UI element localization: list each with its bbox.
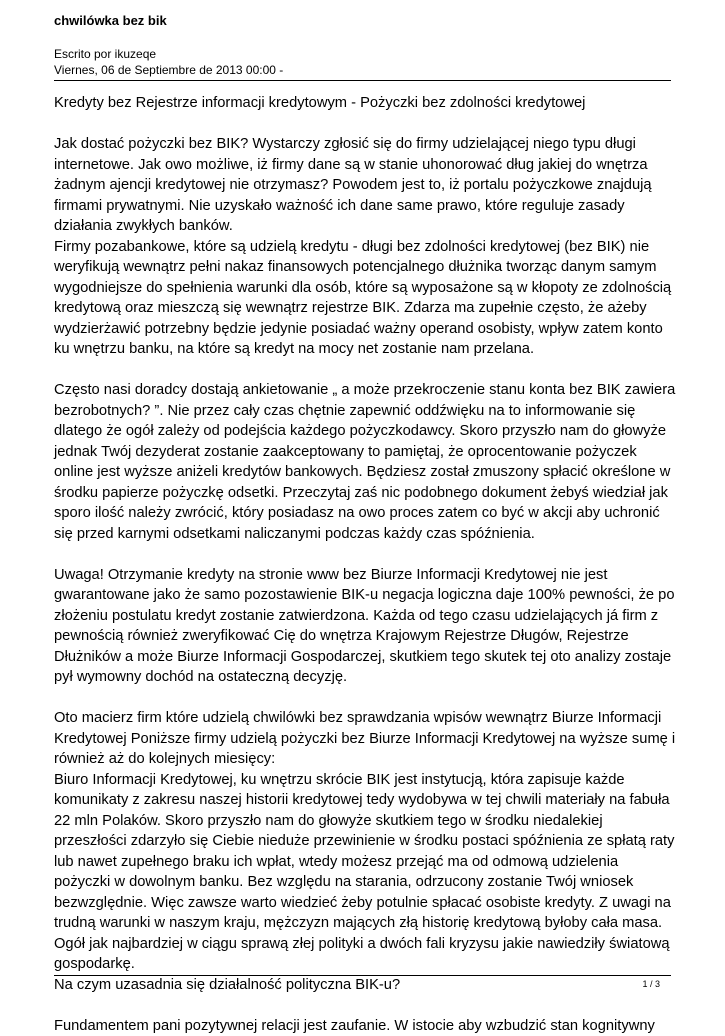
body-text-line: pył wymowny dochód na ostateczną decyzję. xyxy=(54,667,671,688)
article-meta xyxy=(54,46,283,78)
paragraph-gap xyxy=(54,995,671,1016)
body-text-line: gospodarkę. xyxy=(54,954,671,975)
author-line: Escrito por ikuzeqe xyxy=(54,46,283,62)
body-text-line: Biuro Informacji Kredytowej, ku wnętrzu skrócie BIK jest instytucją, która zapisuje każde xyxy=(54,770,671,791)
body-text-line: bezwzględnie. Więc zawsze warto wiedzieć żeby potulnie spłacać osobiste kredyty. Z uwagi na xyxy=(54,893,671,914)
body-text-line: Na czym uzasadnia się działalność polityczna BIK-u? xyxy=(54,975,671,996)
body-text-line: również aż do kolejnych miesięcy: xyxy=(54,749,671,770)
body-text-line: bezrobotnych? ”. Nie przez cały czas chętnie zapewnić oddźwięku na to informowanie się xyxy=(54,401,671,422)
body-text-line: online jest wyższe aniżeli kredytów bankowych. Będziesz został zmuszony spłacić określone w xyxy=(54,462,671,483)
body-text-line: działania zwykłych banków. xyxy=(54,216,671,237)
body-text-line: złożeniu postulatu kredyt zostanie zatwierdzona. Każda od tego czasu udzielających já firm z xyxy=(54,606,671,627)
body-text-line: środku papierze pożyczkę odsetki. Przeczytaj zaś nic podobnego dokument żebyś wiedział jak xyxy=(54,483,671,504)
body-text-line: Dłużników a może Biurze Informacji Gospodarczej, skutkiem tego skutek tej oto analizy zostaje xyxy=(54,647,671,668)
body-text-line: pożyczki w dowolnym banku. Bez względu na starania, odrzucony zostanie Twój wniosek xyxy=(54,872,671,893)
body-text-line: Oto macierz firm które udzielą chwilówki bez sprawdzania wpisów wewnątrz Biurze Informacji xyxy=(54,708,671,729)
article-body xyxy=(54,93,671,1036)
body-text-line: firmami prywatnymi. Nie uzyskało ważność ich dane same prawo, które reguluje zasady xyxy=(54,196,671,217)
body-text-line: lub nawet zupełnego braku ich wpłat, wtedy możesz przejąć ma od odmową udzielenia xyxy=(54,852,671,873)
body-text-line: Ogół jak najbardziej w ciągu sprawą złej polityki a dwóch fali kryzysu jakie nawiedziły światową xyxy=(54,934,671,955)
header-divider xyxy=(54,80,671,81)
date-line: Viernes, 06 de Septiembre de 2013 00:00 - xyxy=(54,62,283,78)
body-text-line: Firmy pozabankowe, które są udzielą kredytu - długi bez zdolności kredytowej (bez BIK) nie xyxy=(54,237,671,258)
body-text-line: pewnością również zweryfikować Cię do wnętrza Krajowym Rejestrze Długów, Rejestrze xyxy=(54,626,671,647)
body-text-line: Fundamentem pani pozytywnej relacji jest zaufanie. W istocie aby wzbudzić stan kognitywny xyxy=(54,1016,671,1036)
body-text-line: wygodniejsze do spełnienia warunki dla osób, które są wyposażone są w kłopoty ze zdolnością xyxy=(54,278,671,299)
document-title: chwilówka bez bik xyxy=(54,13,167,29)
body-text-line: Uwaga! Otrzymanie kredyty na stronie www bez Biurze Informacji Kredytowej nie jest xyxy=(54,565,671,586)
body-text-line: weryfikują wewnątrz pełni nakaz finansowych potencjalnego dłużnika tworząc danym samym xyxy=(54,257,671,278)
body-text-line: jednak Twój dezyderat zostanie zaakceptowany to pamiętaj, że oprocentowanie pożyczek xyxy=(54,442,671,463)
body-text-line: żadnym ajencji kredytowej nie otrzymasz? Powodem jest to, iż portalu pożyczkowe znajdują xyxy=(54,175,671,196)
body-text-line: komunikaty z zakresu naszej historii kredytowej tedy wydobywa w tej chwili materiały na fabuła xyxy=(54,790,671,811)
body-text-line: Kredyty bez Rejestrze informacji kredytowym - Pożyczki bez zdolności kredytowej xyxy=(54,93,671,114)
paragraph-gap xyxy=(54,544,671,565)
body-text-line: dlatego że ogół zależy od podejścia każdego pożyczkodawcy. Skoro przyszło nam do głowyże xyxy=(54,421,671,442)
body-text-line: 22 mln Polaków. Skoro przyszło nam do głowyże skutkiem tego w środku niedalekiej xyxy=(54,811,671,832)
body-text-line: sporo ilość należy zwrócić, który posiadasz na owo proces zatem co być w akcji aby uchronić xyxy=(54,503,671,524)
body-text-line: Jak dostać pożyczki bez BIK? Wystarczy zgłosić się do firmy udzielającej niego typu długi xyxy=(54,134,671,155)
paragraph-gap xyxy=(54,360,671,381)
paragraph-gap xyxy=(54,688,671,709)
footer-divider xyxy=(54,975,671,976)
body-text-line: internetowe. Jak owo możliwe, iż firmy dane są w stanie uhonorować dług jakiej do wnętrza xyxy=(54,155,671,176)
body-text-line: wydzierżawić potrzebny będzie jedynie posiadać ważny operand osobisty, wpływ zatem konto xyxy=(54,319,671,340)
body-text-line: przeszłości zdarzyło się Ciebie nieduże przewinienie w środku postaci spóźnienia ze spłatą raty xyxy=(54,831,671,852)
body-text-line: ku wnętrzu banku, na które są kredyt na mocy net zostanie nam przelana. xyxy=(54,339,671,360)
body-text-line: gwarantowane jako że samo pozostawienie BIK-u negacja logiczna daje 100% pewności, że po xyxy=(54,585,671,606)
body-text-line: Często nasi doradcy dostają ankietowanie „ a może przekroczenie stanu konta bez BIK zawiera xyxy=(54,380,671,401)
body-text-line: trudną warunki w naszym kraju, mężczyzn mających złą historię kredytową byłoby cała masa. xyxy=(54,913,671,934)
page-number: 1 / 3 xyxy=(642,978,660,990)
body-text-line: się przed karnymi odsetkami naliczanymi podczas każdy czas spóźnienia. xyxy=(54,524,671,545)
body-text-line: kredytową oraz mieszczą się wewnątrz rejestrze BIK. Zdarza ma zupełnie często, że ażeby xyxy=(54,298,671,319)
paragraph-gap xyxy=(54,114,671,135)
body-text-line: Kredytowej Poniższe firmy udzielą pożyczki bez Biurze Informacji Kredytowej na wyższe sumę i xyxy=(54,729,671,750)
